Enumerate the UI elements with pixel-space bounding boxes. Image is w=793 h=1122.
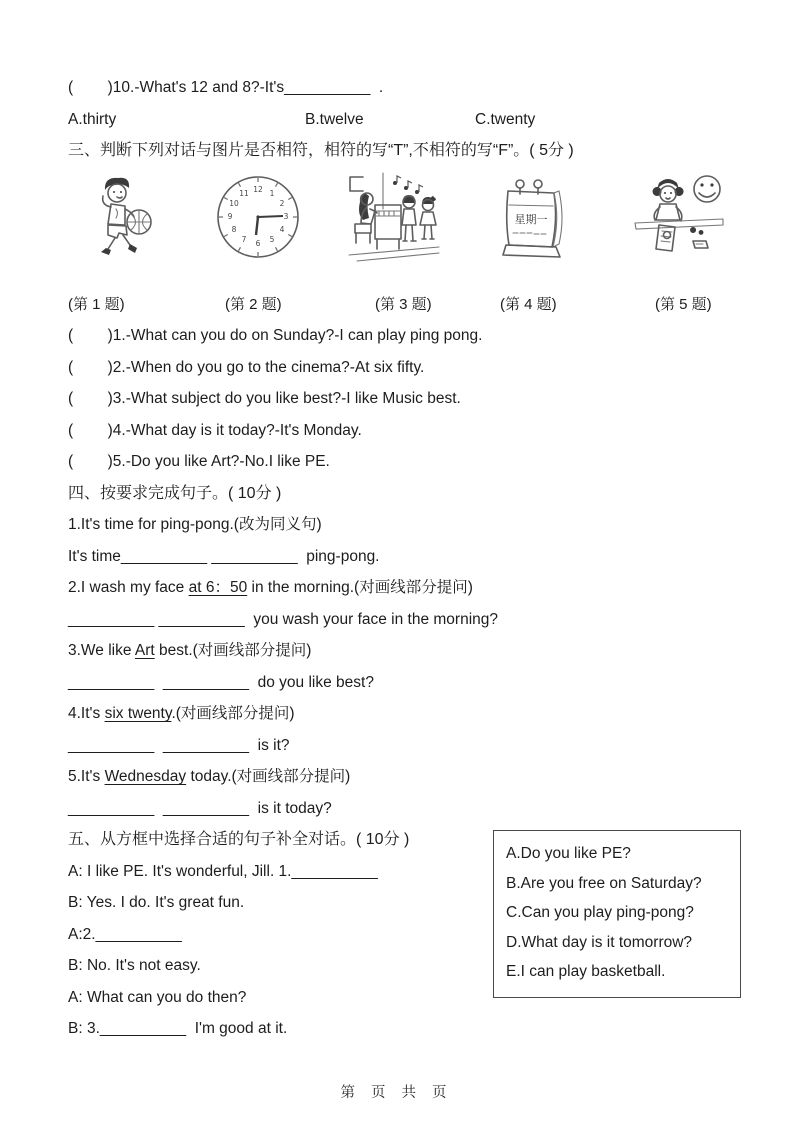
underlined-part: Art xyxy=(134,642,155,659)
option-a: A.thirty xyxy=(68,110,117,128)
picture-5-label: (第 5 题) xyxy=(655,295,712,313)
dialogue-line-1: A: I like PE. It's wonderful, Jill. 1.__________ xyxy=(68,862,378,880)
box-option-b: B.Are you free on Saturday? xyxy=(506,874,702,892)
page-footer: 第 页 共 页 xyxy=(340,1085,453,1101)
svg-text:5: 5 xyxy=(269,234,275,244)
box-option-c: C.Can you play ping-pong? xyxy=(506,904,694,921)
prompt-note: .(对画线部分提问) xyxy=(171,705,295,722)
prompt-text: 3.We like xyxy=(68,642,135,659)
option-b: B.twelve xyxy=(305,110,364,128)
question-10-stem: ( )10.-What's 12 and 8?-It's__________ . xyxy=(68,79,384,96)
svg-text:10: 10 xyxy=(229,198,239,208)
svg-text:9: 9 xyxy=(227,211,233,221)
underlined-part: six twenty xyxy=(104,705,172,722)
box-option-e: E.I can play basketball. xyxy=(506,963,666,980)
option-c: C.twenty xyxy=(475,110,536,128)
girl-painting-smiley-icon xyxy=(631,169,729,265)
svg-text:1: 1 xyxy=(269,188,275,198)
svg-text:2: 2 xyxy=(279,198,285,208)
s4-item-5-prompt xyxy=(68,761,753,793)
underlined-part: at 6：50 xyxy=(188,579,248,596)
prompt-text: 5.It's xyxy=(68,768,105,785)
section-5-title: 五、从方框中选择合适的句子补全对话。( 10分 ) xyxy=(68,831,410,848)
dialogue-line-2: B: Yes. I do. It's great fun. xyxy=(68,894,245,911)
prompt-text: 4.It's xyxy=(68,705,105,722)
picture-1-label: (第 1 题) xyxy=(68,295,125,313)
s4-item-3-answer-line: __________ __________ do you like best? xyxy=(68,673,374,691)
prompt-note: today.(对画线部分提问) xyxy=(186,768,351,785)
sentence-choice-box xyxy=(493,830,741,998)
picture-2-label: (第 2 题) xyxy=(225,295,282,313)
s4-item-5-answer-line: __________ __________ is it today? xyxy=(68,799,332,817)
svg-text:12: 12 xyxy=(253,184,263,194)
picture-3 xyxy=(343,169,445,265)
picture-4-label: (第 4 题) xyxy=(500,295,557,313)
section-3-title: 三、判断下列对话与图片是否相符，相符的写“T”,不相符的写“F”。( 5分 ) xyxy=(68,142,574,159)
prompt-text: 1.It's time for ping-pong.(改为同义句) xyxy=(68,516,322,533)
picture-labels xyxy=(68,289,753,321)
s4-item-1-prompt xyxy=(68,509,753,541)
tf-question-5: ( )5.-Do you like Art?-No.I like PE. xyxy=(68,453,330,470)
question-10-options xyxy=(68,104,753,136)
dialogue-line-4: B: No. It's not easy. xyxy=(68,957,201,974)
prompt-note: in the morning.(对画线部分提问) xyxy=(247,579,473,596)
calendar-monday-icon xyxy=(496,169,570,265)
picture-2 xyxy=(213,169,303,265)
svg-text:3: 3 xyxy=(283,211,289,221)
underlined-part: Wednesday xyxy=(104,768,187,785)
piano-lesson-icon xyxy=(343,169,445,265)
picture-1 xyxy=(78,169,170,265)
svg-text:4: 4 xyxy=(279,224,285,234)
picture-4 xyxy=(496,169,570,265)
picture-3-label: (第 3 题) xyxy=(375,295,432,313)
dialogue-line-5: A: What can you do then? xyxy=(68,988,247,1006)
svg-text:星期一: 星期一 xyxy=(514,212,548,226)
clock-icon xyxy=(213,169,303,265)
worksheet-page xyxy=(68,72,753,1045)
tf-question-1: ( )1.-What can you do on Sunday?-I can play ping pong. xyxy=(68,327,483,344)
tf-question-3: ( )3.-What subject do you like best?-I like Music best. xyxy=(68,390,461,407)
s4-item-3-prompt xyxy=(68,635,753,667)
s4-item-4-prompt xyxy=(68,698,753,730)
svg-text:6: 6 xyxy=(255,238,261,248)
dialogue-line-6: B: 3.__________ I'm good at it. xyxy=(68,1020,288,1037)
section-3-pictures xyxy=(68,167,753,289)
tf-question-4: ( )4.-What day is it today?-It's Monday. xyxy=(68,421,362,439)
box-option-d: D.What day is it tomorrow? xyxy=(506,933,693,951)
prompt-note: best.(对画线部分提问) xyxy=(154,642,312,659)
s4-item-2-answer-line: __________ __________ you wash your face in the morning? xyxy=(68,610,499,628)
prompt-text: 2.I wash my face xyxy=(68,579,189,596)
box-option-a: A.Do you like PE? xyxy=(506,845,631,862)
svg-text:8: 8 xyxy=(231,224,237,234)
picture-5 xyxy=(631,169,729,265)
section-5 xyxy=(68,824,753,1045)
tf-question-2: ( )2.-When do you go to the cinema?-At six fifty. xyxy=(68,358,425,376)
dialogue-line-3: A:2.__________ xyxy=(68,925,182,943)
section-4-title: 四、按要求完成句子。( 10分 ) xyxy=(68,484,282,502)
s4-item-4-answer-line: __________ __________ is it? xyxy=(68,736,290,754)
s4-item-1-answer-line: It's time__________ __________ ping-pong. xyxy=(68,547,380,565)
boy-basketball-icon xyxy=(78,169,170,265)
s4-item-2-prompt xyxy=(68,572,753,604)
svg-text:11: 11 xyxy=(239,188,249,198)
svg-text:7: 7 xyxy=(241,234,247,244)
